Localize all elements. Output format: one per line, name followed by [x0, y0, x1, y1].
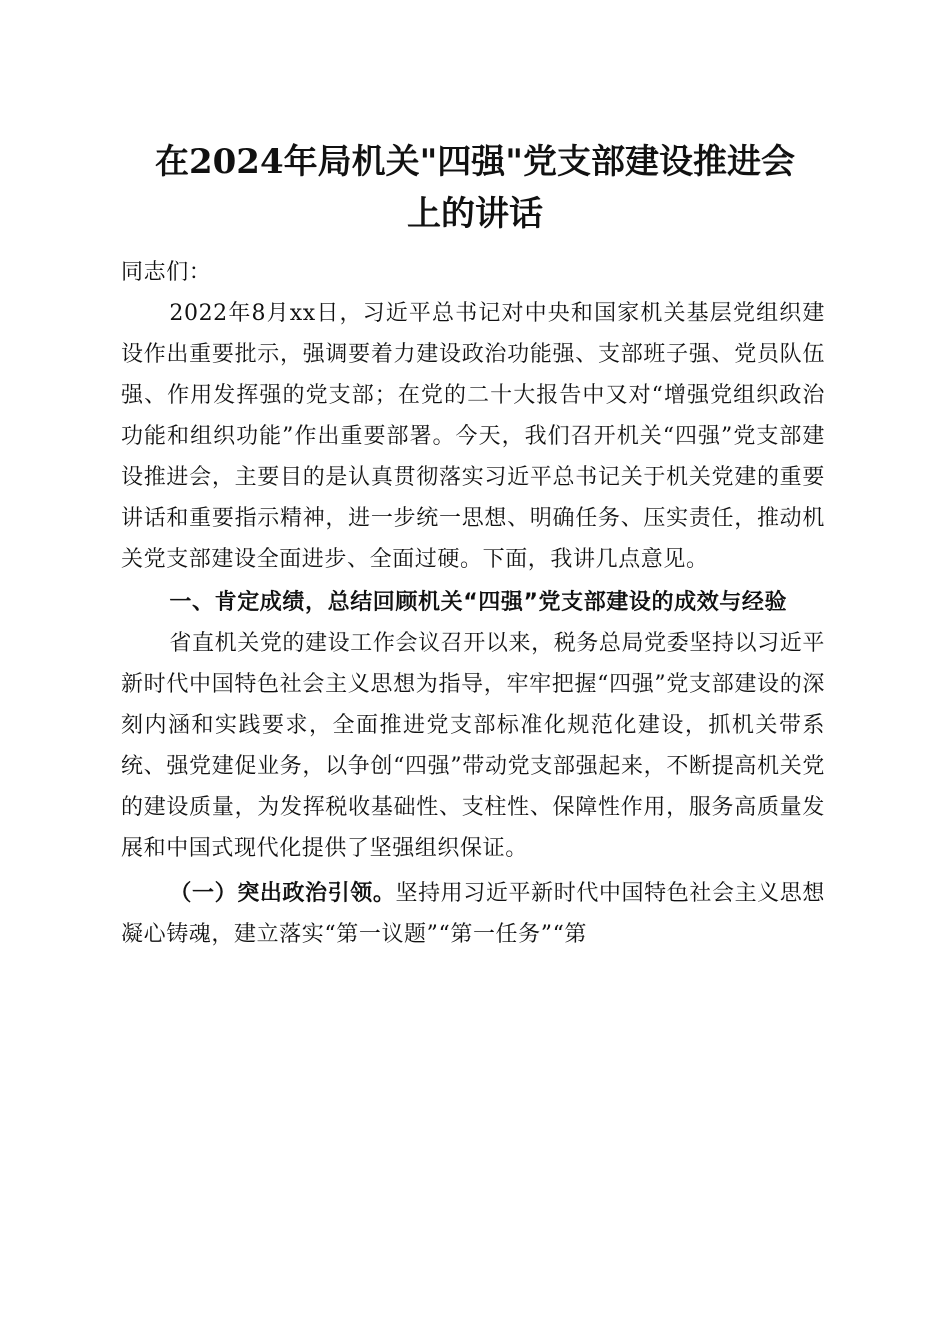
- subsection-paragraph: [121, 873, 825, 955]
- intro-paragraph: 2022年8月xx日，习近平总书记对中央和国家机关基层党组织建设作出重要批示，强调要着力建设政治功能强、支部班子强、党员队伍强、作用发挥强的党支部；在党的二十大报告中又对“增强党组织政治功能和组织功能”作出重要部署。今天，我们召开机关“四强”党支部建设推进会，主要目的是认真贯彻落实习近平总书记关于机关党建的重要讲话和重要指示精神，进一步统一思想、明确任务、压实责任，推动机关党支部建设全面进步、全面过硬。下面，我讲几点意见。: [121, 301, 825, 572]
- section-heading: 一、肯定成绩，总结回顾机关“四强”党支部建设的成效与经验: [169, 590, 788, 615]
- document-title: [100, 136, 850, 240]
- title-line-1: 在2024年局机关"四强"党支部建设推进会: [154, 142, 796, 182]
- subsection-body: 坚持用习近平新时代中国特色社会主义思想凝心铸魂，建立落实“第一议题”“第一任务”“第: [121, 881, 825, 947]
- subsection-lead: （一）突出政治引领。: [169, 880, 396, 906]
- title-line-2: 上的讲话: [407, 194, 543, 234]
- document-body: [121, 252, 825, 955]
- section-paragraph: 省直机关党的建设工作会议召开以来，税务总局党委坚持以习近平新时代中国特色社会主义思想为指导，牢牢把握“四强”党支部建设的深刻内涵和实践要求，全面推进党支部标准化规范化建设，抓机关带系统、强党建促业务，以争创“四强”带动党支部强起来，不断提高机关党的建设质量，为发挥税收基础性、支柱性、保障性作用，服务高质量发展和中国式现代化提供了坚强组织保证。: [121, 631, 825, 861]
- salutation: 同志们：: [121, 260, 212, 285]
